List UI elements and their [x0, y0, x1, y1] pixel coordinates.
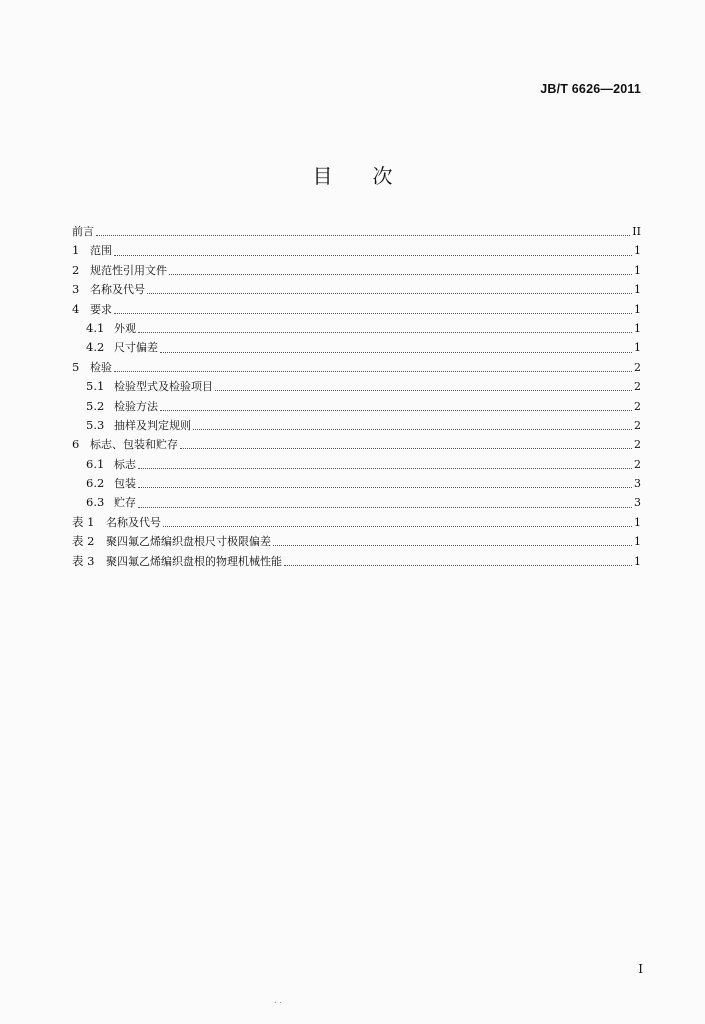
toc-dot-leader [114, 371, 632, 372]
toc-entry[interactable] [72, 455, 641, 474]
toc-entry-page: 3 [634, 496, 641, 510]
toc-entry[interactable] [72, 358, 641, 377]
toc-entry-number: 4.2 [86, 340, 105, 355]
toc-entry-number: 1 [72, 243, 80, 258]
toc-entry-label: 聚四氟乙烯编织盘根的物理机械性能 [106, 554, 282, 568]
toc-entry[interactable] [72, 493, 641, 512]
toc-entry-label: 规范性引用文件 [90, 263, 167, 277]
toc-entry-label: 前言 [72, 225, 94, 238]
toc-dot-leader [138, 332, 632, 333]
toc-entry-number: 表 2 [72, 534, 95, 549]
toc-entry[interactable] [72, 319, 641, 338]
toc-dot-leader [96, 235, 630, 236]
toc-entry-label: 尺寸偏差 [114, 341, 158, 355]
toc-entry-label: 名称及代号 [90, 283, 145, 297]
toc-dot-leader [180, 448, 632, 449]
toc-dot-leader [114, 313, 632, 314]
toc-entry-label: 检验方法 [114, 399, 158, 413]
toc-entry-page: 1 [634, 302, 641, 316]
toc-entry-number: 5.1 [86, 379, 105, 394]
toc-entry-label: 聚四氟乙烯编织盘根尺寸极限偏差 [106, 535, 271, 549]
toc-entry[interactable] [72, 338, 641, 357]
toc-entry-page: 1 [634, 283, 641, 297]
toc-entry-page: 1 [634, 554, 641, 568]
toc-entry[interactable] [72, 300, 641, 319]
toc-entry[interactable] [72, 435, 641, 454]
toc-entry-page: 2 [634, 380, 641, 394]
toc-dot-leader [147, 293, 632, 294]
toc-entry[interactable] [72, 222, 641, 241]
toc-entry[interactable] [72, 474, 641, 493]
toc-entry-page: 2 [634, 457, 641, 471]
toc-entry-number: 6.2 [86, 476, 105, 491]
toc-entry-number: 6 [72, 437, 80, 452]
toc-entry-page: 2 [634, 438, 641, 452]
toc-entry-number: 3 [72, 282, 80, 297]
toc-entry-page: 2 [634, 360, 641, 374]
toc-title-char-2: 次 [372, 164, 393, 188]
toc-entry-number: 5.3 [86, 417, 105, 432]
toc-entry-page: 1 [634, 535, 641, 549]
toc-entry-number: 5 [72, 359, 80, 374]
toc-entry-number: 2 [72, 262, 80, 277]
scan-mark: . . [274, 996, 282, 1005]
toc-entry-page: 1 [634, 515, 641, 529]
toc-dot-leader [169, 274, 632, 275]
toc-entry-label: 贮存 [114, 496, 136, 510]
toc-entry-number: 4.1 [86, 320, 105, 335]
toc-entry-page: II [632, 225, 641, 238]
toc-dot-leader [138, 487, 632, 488]
toc-entry[interactable] [72, 397, 641, 416]
standard-code: JB/T 6626—2011 [540, 82, 641, 96]
toc-dot-leader [160, 410, 632, 411]
toc-dot-leader [163, 526, 632, 527]
toc-entry[interactable] [72, 241, 641, 260]
page-number: I [638, 962, 643, 976]
toc-entry-label: 检验型式及检验项目 [114, 380, 213, 394]
toc-dot-leader [273, 545, 632, 546]
toc-entry[interactable] [72, 261, 641, 280]
toc-entry-label: 范围 [90, 244, 112, 258]
toc-entry-page: 2 [634, 399, 641, 413]
toc-entry-label: 标志 [114, 457, 136, 471]
toc-entry-page: 1 [634, 263, 641, 277]
toc-entry-label: 要求 [90, 302, 112, 316]
toc-entry-label: 标志、包装和贮存 [90, 438, 178, 452]
toc-entry-label: 外观 [114, 321, 136, 335]
toc-entry-page: 1 [634, 244, 641, 258]
toc-entry-page: 1 [634, 321, 641, 335]
toc-dot-leader [138, 468, 632, 469]
toc-dot-leader [215, 390, 632, 391]
toc-entry-label: 名称及代号 [106, 515, 161, 529]
toc-entry-page: 1 [634, 341, 641, 355]
toc-entry[interactable] [72, 532, 641, 551]
toc-list [72, 222, 641, 571]
toc-entry-number: 6.1 [86, 456, 105, 471]
toc-entry[interactable] [72, 513, 641, 532]
toc-entry-number: 5.2 [86, 398, 105, 413]
toc-title [0, 160, 705, 189]
toc-entry[interactable] [72, 552, 641, 571]
toc-title-char-1: 目 [312, 164, 333, 188]
toc-entry[interactable] [72, 280, 641, 299]
toc-entry-page: 2 [634, 418, 641, 432]
toc-entry-label: 包装 [114, 477, 136, 491]
toc-entry[interactable] [72, 377, 641, 396]
toc-entry-number: 6.3 [86, 495, 105, 510]
toc-dot-leader [284, 565, 632, 566]
toc-dot-leader [160, 352, 632, 353]
toc-dot-leader [138, 507, 632, 508]
toc-entry-label: 抽样及判定规则 [114, 418, 191, 432]
toc-entry[interactable] [72, 416, 641, 435]
toc-dot-leader [114, 255, 632, 256]
toc-dot-leader [193, 429, 632, 430]
toc-entry-number: 表 1 [72, 514, 95, 529]
toc-entry-page: 3 [634, 477, 641, 491]
toc-entry-number: 表 3 [72, 553, 95, 568]
toc-entry-label: 检验 [90, 360, 112, 374]
toc-entry-number: 4 [72, 301, 80, 316]
